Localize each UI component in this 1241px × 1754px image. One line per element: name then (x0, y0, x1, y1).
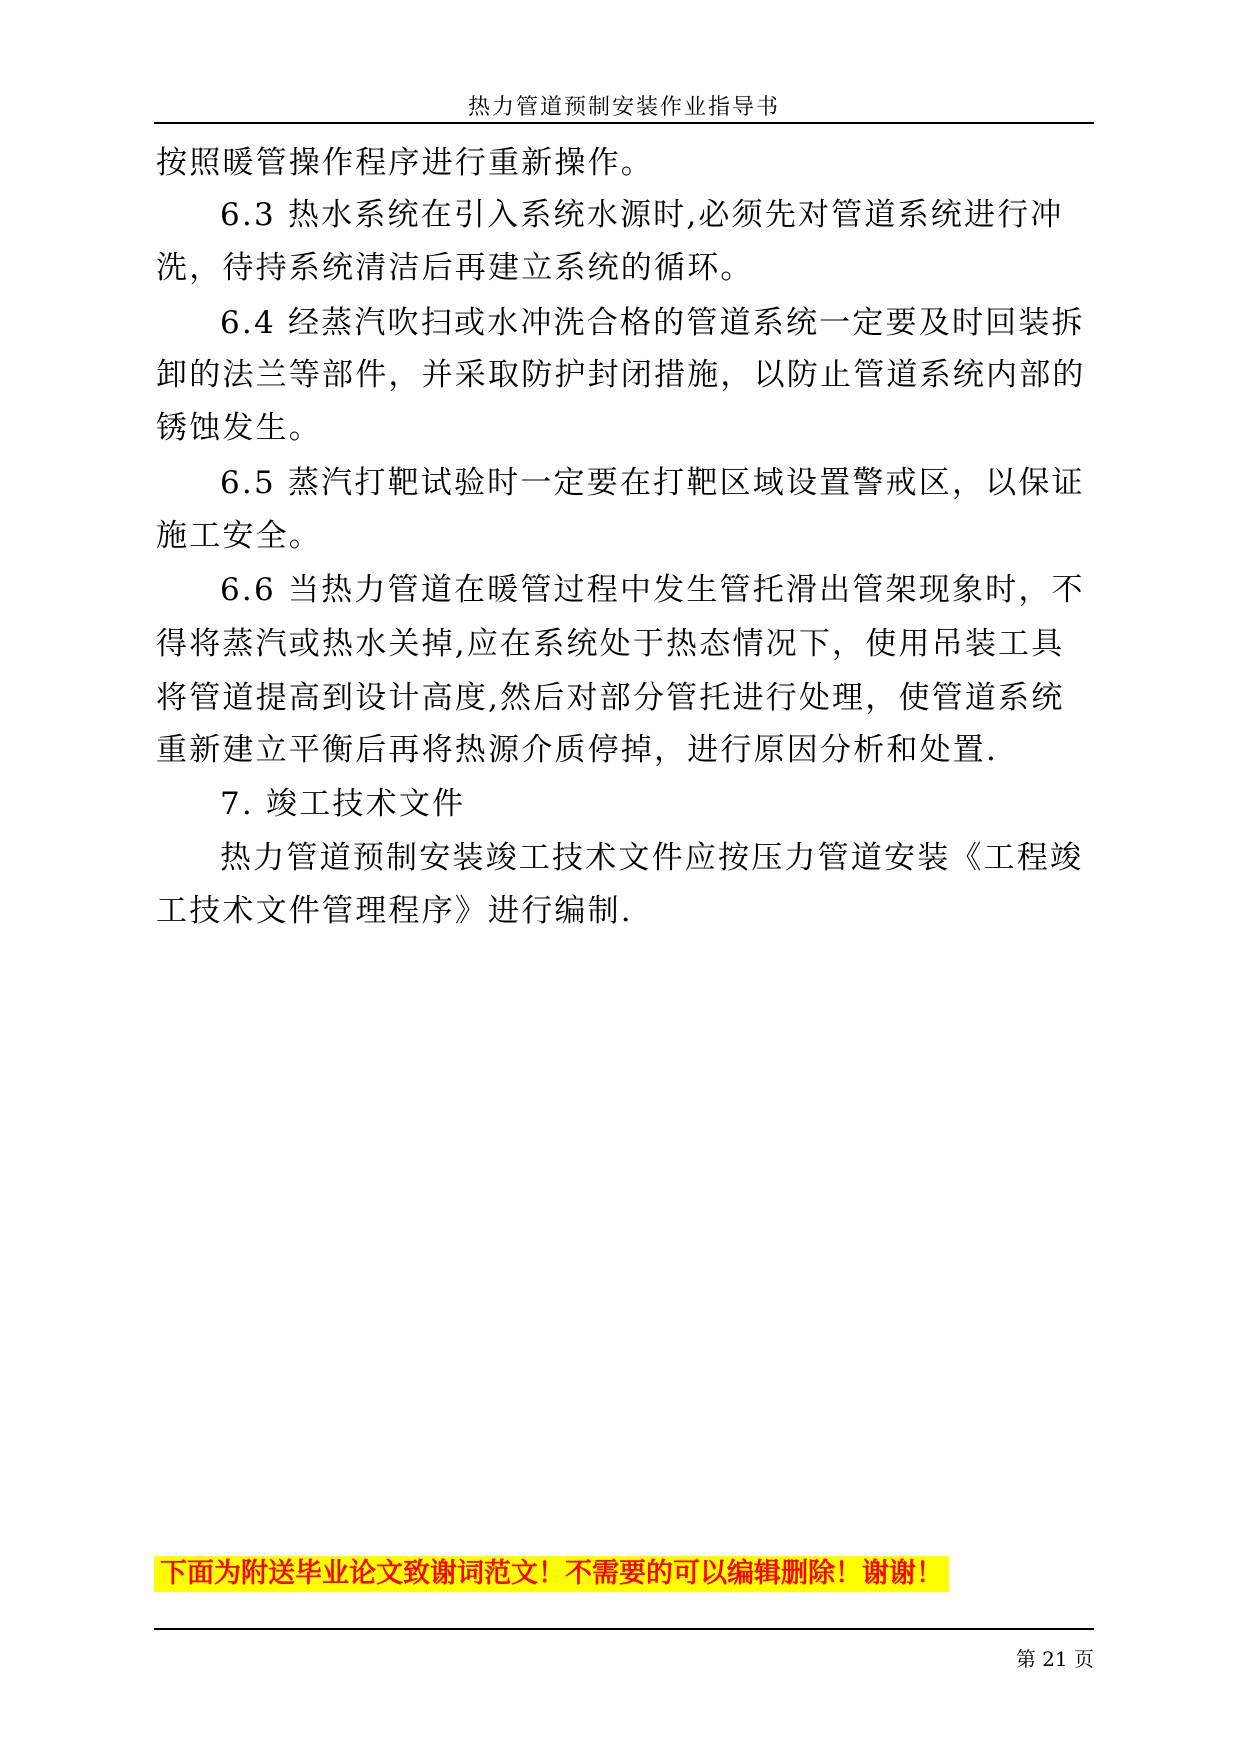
body-line: 6.5 蒸汽打靶试验时一定要在打靶区域设置警戒区，以保证 (220, 465, 1085, 501)
highlighted-notice: 下面为附送毕业论文致谢词范文！不需要的可以编辑删除！谢谢！ (154, 1556, 949, 1592)
body-line: 工技术文件管理程序》进行编制. (156, 893, 633, 929)
body-line: 按照暖管操作程序进行重新操作。 (156, 145, 654, 181)
body-line: 得将蒸汽或热水关掉,应在系统处于热态情况下，使用吊装工具 (156, 626, 1065, 662)
body-line: 6.4 经蒸汽吹扫或水冲洗合格的管道系统一定要及时回装拆 (220, 305, 1085, 341)
body-line: 卸的法兰等部件，并采取防护封闭措施，以防止管道系统内部的 (156, 357, 1086, 393)
body-line: 重新建立平衡后再将热源介质停掉，进行原因分析和处置. (156, 732, 999, 768)
body-line: 6.3 热水系统在引入系统水源时,必须先对管道系统进行冲 (220, 197, 1064, 233)
page-number: 第 21 页 (1015, 1647, 1094, 1671)
header-divider (154, 122, 1094, 124)
body-line: 锈蚀发生。 (156, 410, 322, 446)
body-line: 将管道提高到设计高度,然后对部分管托进行处理，使管道系统 (156, 680, 1065, 716)
body-line: 6.6 当热力管道在暖管过程中发生管托滑出管架现象时，不 (220, 572, 1085, 608)
body-line: 施工安全。 (156, 518, 322, 554)
body-line: 热力管道预制安装竣工技术文件应按压力管道安装《工程竣 (220, 840, 1084, 876)
footer-divider (154, 1628, 1094, 1630)
section-heading: 7. 竣工技术文件 (220, 786, 466, 822)
body-line: 洗，待持系统清洁后再建立系统的循环。 (156, 250, 754, 286)
document-header-title: 热力管道预制安装作业指导书 (467, 95, 780, 120)
